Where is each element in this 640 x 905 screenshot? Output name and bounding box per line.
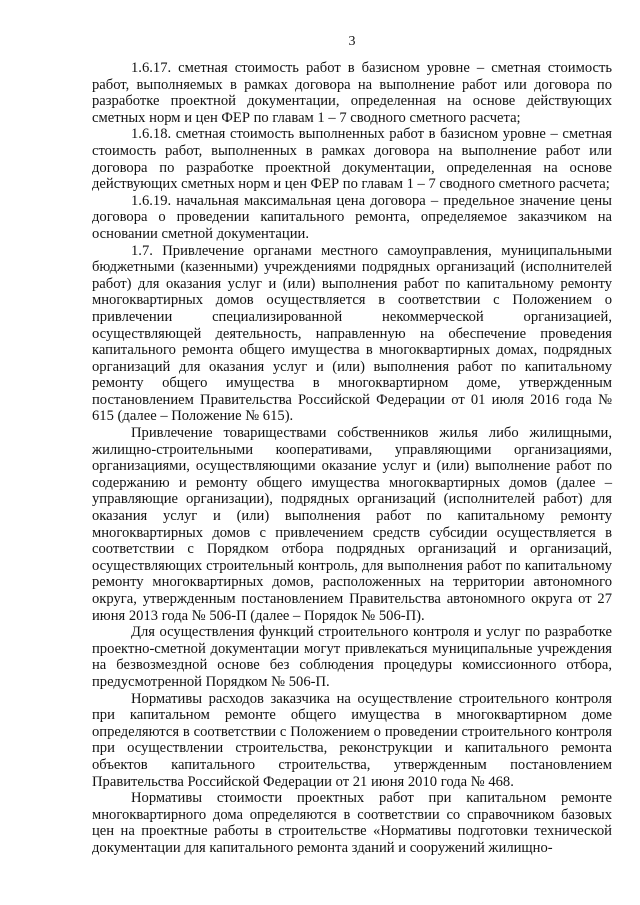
paragraph-control-cost-norms: Нормативы расходов заказчика на осуществление строительного контроля при капитальном ремонте общего имущества в многоквартирном доме определяются в соответствии с Положением о проведении строительного контроля при осуществлении строительства, реконструкции и капитального ремонта объектов капитального строительства, утвержденным постановлением Правительства Российской Федерации от 21 июня 2010 года № 468. [92, 690, 612, 790]
page-number: 3 [348, 34, 356, 49]
paragraph-1-6-17: 1.6.17. сметная стоимость работ в базисном уровне – сметная стоимость работ, выполняемых в рамках договора на выполнение работ или договора по разработке проектной документации, определенная на основе действующих сметных норм и цен ФЕР по главам 1 – 7 сводного сметного расчета; [92, 60, 612, 126]
paragraph-1-7: 1.7. Привлечение органами местного самоуправления, муниципальными бюджетными (казенными) учреждениями подрядных организаций (исполнителей работ) для оказания услуг и (или) выполнения работ по капитальному ремонту многоквартирных домов осуществляется в соответствии с Положением о привлечении специализированной некоммерческой организацией, осуществляющей деятельность, направленную на обеспечение проведения капитального ремонта общего имущества в многоквартирных домах, подрядных организаций для оказания услуг и (или) выполнения работ по капитальному ремонту общего имущества в многоквартирном доме, утвержденным постановлением Правительства Российской Федерации от 01 июля 2016 года № 615 (далее – Положение № 615). [92, 242, 612, 425]
paragraph-1-6-19: 1.6.19. начальная максимальная цена договора – предельное значение цены договора о проведении капитального ремонта, определяемое заказчиком на основании сметной документации. [92, 192, 612, 242]
paragraph-design-cost-norms: Нормативы стоимости проектных работ при капитальном ремонте многоквартирного дома определяются в соответствии со справочником базовых цен на проектные работы в строительстве «Нормативы подготовки технической документации для капитального ремонта зданий и сооружений жилищно- [92, 790, 612, 856]
paragraph-hoa-contractors: Привлечение товариществами собственников жилья либо жилищными, жилищно-строительными кооперативами, управляющими организациями, организациями, осуществляющими оказание услуг и (или) выполнение работ по содержанию и ремонту общего имущества многоквартирных домов (далее – управляющие организации), подрядных организаций (исполнителей работ) для оказания услуг и (или) выполнения работ по капитальному ремонту многоквартирных домов с привлечением средств субсидии осуществляется в соответствии с Порядком отбора подрядных организаций и организаций, осуществляющих строительный контроль, для выполнения работ по капитальному ремонту многоквартирных домов, расположенных на территории автономного округа, утвержденным постановлением Правительства автономного округа от 27 июня 2013 года № 506-П (далее – Порядок № 506-П). [92, 425, 612, 624]
paragraph-1-6-18: 1.6.18. сметная стоимость выполненных работ в базисном уровне – сметная стоимость работ, выполненных в рамках договора на выполнение работ или договора по разработке проектной документации, определенная на основе действующих сметных норм и цен ФЕР по главам 1 – 7 сводного сметного расчета; [92, 126, 612, 193]
paragraph-construction-control-functions: Для осуществления функций строительного контроля и услуг по разработке проектно-сметной документации могут привлекаться муниципальные учреждения на безвозмездной основе без соблюдения процедуры комиссионного отбора, предусмотренной Порядком № 506-П. [92, 624, 612, 690]
